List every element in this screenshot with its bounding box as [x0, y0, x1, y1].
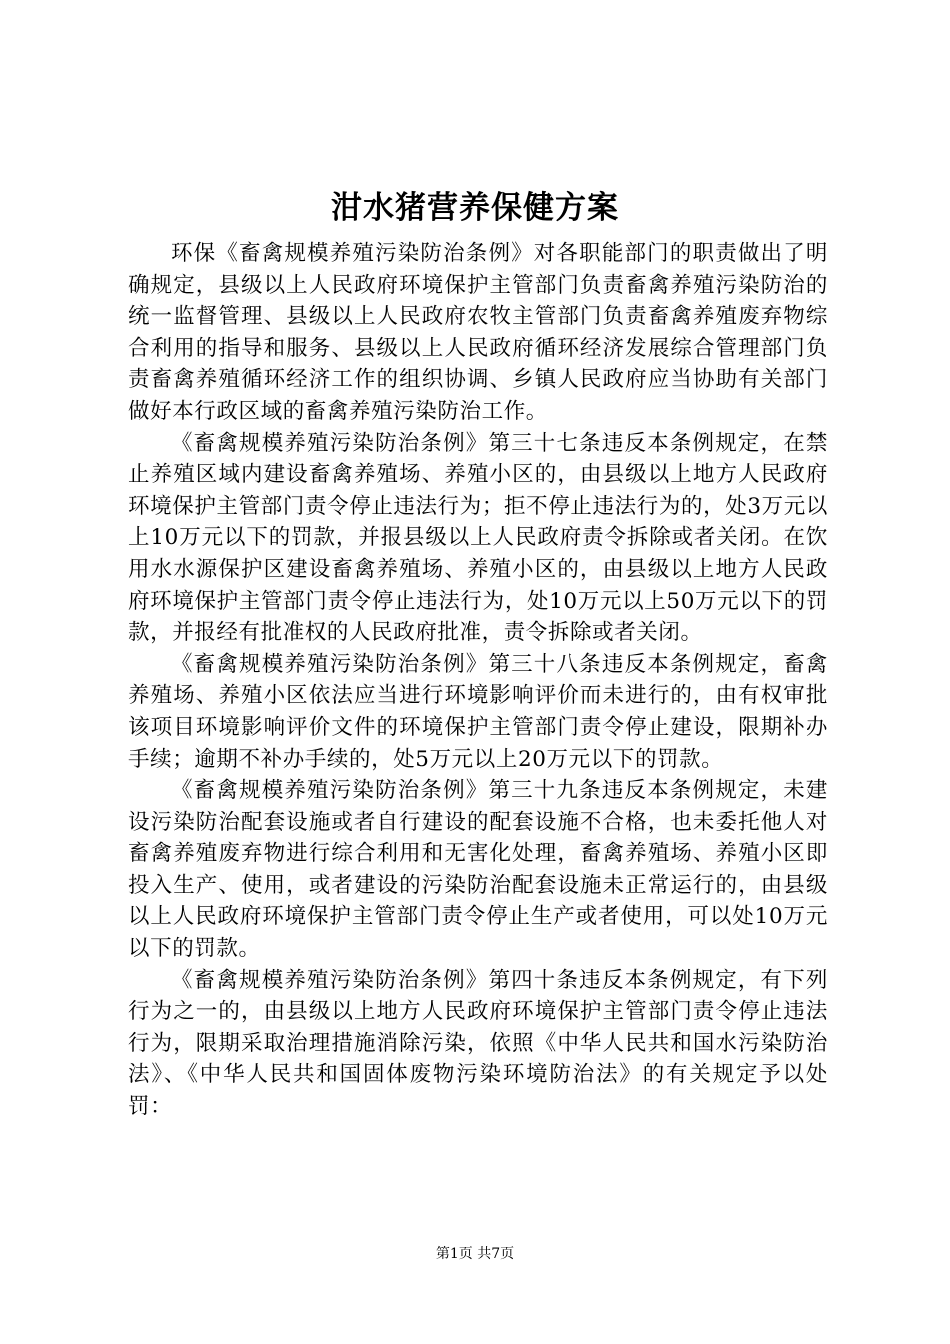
- paragraph-2: 《畜禽规模养殖污染防治条例》第三十七条违反本条例规定，在禁止养殖区域内建设畜禽养殖场、养殖小区的，由县级以上地方人民政府环境保护主管部门责令停止违法行为；拒不停止违法行为的，处3万元以上10万元以下的罚款，并报县级以上人民政府责令拆除或者关闭。在饮用水水源保护区建设畜禽养殖场、养殖小区的，由县级以上地方人民政府环境保护主管部门责令停止违法行为，处10万元以上50万元以下的罚款，并报经有批准权的人民政府批准，责令拆除或者关闭。: [128, 430, 828, 646]
- page-number-footer: 第1页 共7页: [435, 1246, 515, 1262]
- paragraph-1: 环保《畜禽规模养殖污染防治条例》对各职能部门的职责做出了明确规定，县级以上人民政府环境保护主管部门负责畜禽养殖污染防治的统一监督管理、县级以上人民政府农牧主管部门负责畜禽养殖废弃物综合利用的指导和服务、县级以上人民政府循环经济发展综合管理部门负责畜禽养殖循环经济工作的组织协调、乡镇人民政府应当协助有关部门做好本行政区域的畜禽养殖污染防治工作。: [128, 241, 828, 424]
- paragraph-3: 《畜禽规模养殖污染防治条例》第三十八条违反本条例规定，畜禽养殖场、养殖小区依法应当进行环境影响评价而未进行的，由有权审批该项目环境影响评价文件的环境保护主管部门责令停止建设，限期补办手续；逾期不补办手续的，处5万元以上20万元以下的罚款。: [128, 651, 828, 772]
- page-title: 泔水猪营养保健方案: [331, 190, 619, 226]
- paragraph-4: 《畜禽规模养殖污染防治条例》第三十九条违反本条例规定，未建设污染防治配套设施或者自行建设的配套设施不合格，也未委托他人对畜禽养殖废弃物进行综合利用和无害化处理，畜禽养殖场、养殖小区即投入生产、使用，或者建设的污染防治配套设施未正常运行的，由县级以上人民政府环境保护主管部门责令停止生产或者使用，可以处10万元以下的罚款。: [128, 778, 828, 962]
- document-body: [128, 238, 828, 1123]
- paragraph-5: 《畜禽规模养殖污染防治条例》第四十条违反本条例规定，有下列行为之一的，由县级以上地方人民政府环境保护主管部门责令停止违法行为，限期采取治理措施消除污染，依照《中华人民共和国水污染防治法》、《中华人民共和国固体废物污染环境防治法》的有关规定予以处罚：: [128, 967, 828, 1120]
